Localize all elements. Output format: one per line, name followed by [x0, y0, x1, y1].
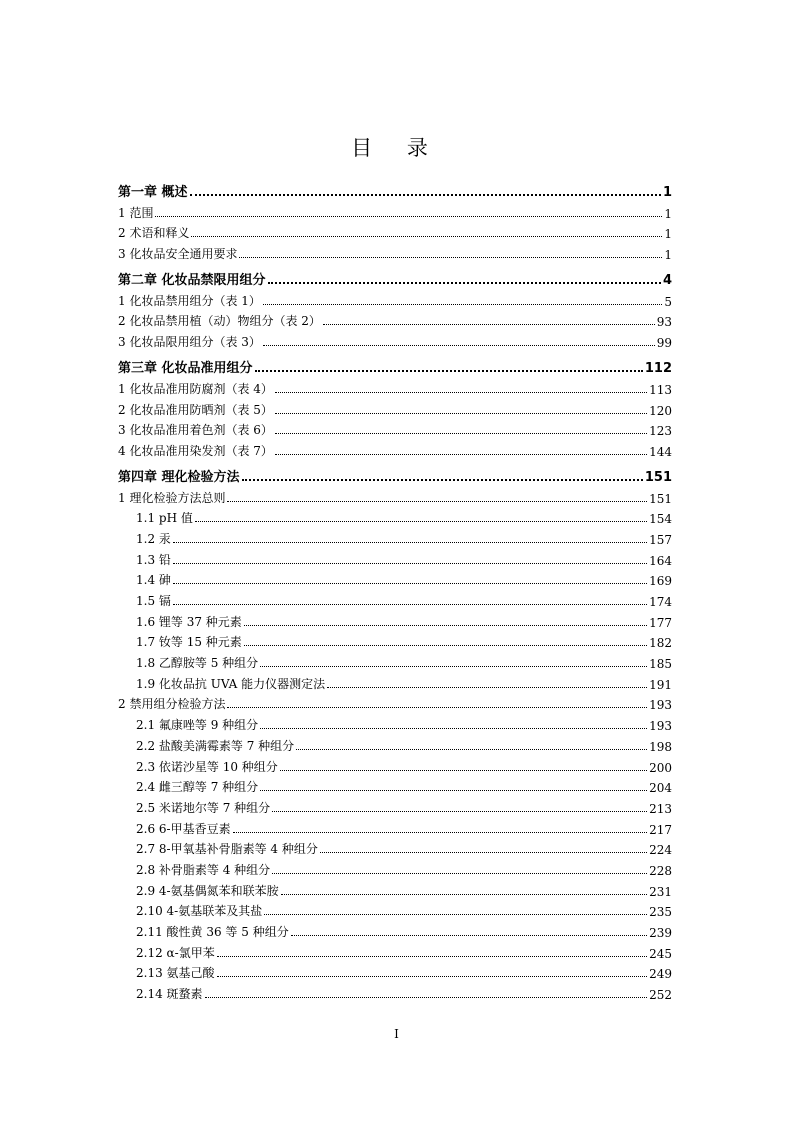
dot-leader	[191, 236, 662, 237]
toc-entry[interactable]	[118, 816, 672, 837]
dot-leader	[155, 216, 662, 217]
toc-entry-title: 2.8 补骨脂素等 4 种组分	[136, 862, 271, 877]
dot-leader	[190, 194, 661, 196]
dot-leader	[217, 956, 647, 957]
toc-entry-title: 2.2 盐酸美满霉素等 7 种组分	[136, 738, 295, 753]
toc-entry[interactable]	[118, 712, 672, 733]
toc-entry-title: 第四章 理化检验方法	[118, 469, 240, 485]
toc-entry-title: 1 理化检验方法总则	[118, 490, 226, 505]
toc-entry-title: 1.7 钕等 15 种元素	[136, 635, 242, 650]
toc-entry-title: 2.9 4-氨基偶氮苯和联苯胺	[136, 883, 279, 898]
toc-entry-title: 1.2 汞	[136, 531, 171, 546]
dot-leader	[255, 370, 643, 372]
toc-chapter-entry[interactable]	[118, 461, 672, 485]
dot-leader	[275, 392, 647, 393]
toc-entry-title: 2 化妆品准用防晒剂（表 5）	[118, 402, 273, 417]
toc-entry-title: 2.1 氟康唑等 9 种组分	[136, 718, 259, 733]
dot-leader	[260, 790, 647, 791]
toc-entry-title: 3 化妆品准用着色剂（表 6）	[118, 423, 273, 438]
toc-entry[interactable]	[118, 200, 672, 221]
toc-entry-title: 1.9 化妆品抗 UVA 能力仪器测定法	[136, 676, 326, 691]
dot-leader	[263, 304, 662, 305]
dot-leader	[281, 894, 648, 895]
toc-entry[interactable]	[118, 588, 672, 609]
toc-entry-page: 245	[649, 946, 672, 961]
toc-entry-page: 4	[662, 273, 672, 289]
toc-entry[interactable]	[118, 630, 672, 651]
dot-leader	[227, 501, 647, 502]
dot-leader	[227, 707, 647, 708]
toc-entry-page: 191	[649, 677, 672, 692]
toc-entry-title: 1 化妆品准用防腐剂（表 4）	[118, 381, 273, 396]
toc-entry-title: 2.12 α-氯甲苯	[136, 945, 215, 960]
dot-leader	[296, 749, 647, 750]
toc-entry-title: 1.6 锂等 37 种元素	[136, 614, 242, 629]
toc-entry[interactable]	[118, 506, 672, 527]
toc-entry-page: 174	[649, 595, 672, 609]
dot-leader	[239, 257, 662, 258]
toc-entry-page: 200	[649, 760, 672, 775]
toc-entry-title: 2 禁用组分检验方法	[118, 697, 226, 712]
dot-leader	[217, 976, 648, 977]
toc-entry-page: 177	[649, 615, 672, 630]
toc-entry[interactable]	[118, 329, 672, 350]
toc-entry[interactable]	[118, 857, 672, 878]
toc-chapter-entry[interactable]	[118, 264, 672, 288]
toc-entry-page: 113	[649, 382, 672, 397]
toc-entry-page: 217	[649, 822, 672, 837]
toc-entry[interactable]	[118, 733, 672, 754]
dot-leader	[260, 728, 647, 729]
dot-leader	[291, 935, 647, 936]
toc-entry[interactable]	[118, 547, 672, 568]
toc-entry-title: 2.13 氨基己酸	[136, 966, 215, 981]
toc-entry-page: 1	[664, 227, 672, 242]
dot-leader	[272, 873, 647, 874]
toc-entry-page: 144	[649, 444, 672, 459]
toc-entry[interactable]	[118, 376, 672, 397]
toc-entry-title: 2.3 依诺沙星等 10 种组分	[136, 759, 278, 774]
toc-entry-title: 1.3 铅	[136, 552, 171, 567]
toc-entry-page: 252	[649, 988, 672, 1003]
toc-entry[interactable]	[118, 650, 672, 671]
toc-entry[interactable]	[118, 568, 672, 589]
toc-entry-page: 112	[644, 361, 672, 377]
toc-entry-title: 2.11 酸性黄 36 等 5 种组分	[136, 925, 289, 939]
toc-entry-page: 151	[649, 491, 672, 506]
toc-entry-title: 2 化妆品禁用植（动）物组分（表 2）	[118, 314, 321, 329]
dot-leader	[280, 770, 647, 771]
toc-entry[interactable]	[118, 241, 672, 262]
toc-entry-page: 228	[649, 863, 672, 878]
toc-entry-title: 1.8 乙醇胺等 5 种组分	[136, 656, 259, 671]
toc-entry[interactable]	[118, 940, 672, 961]
toc-chapter-entry[interactable]	[118, 352, 672, 376]
toc-entry-title: 1.1 pH 值	[136, 511, 193, 526]
dot-leader	[173, 542, 647, 543]
dot-leader	[173, 583, 647, 584]
toc-entry-page: 1	[662, 185, 672, 200]
table-of-contents	[118, 174, 672, 1002]
toc-entry-page: 182	[649, 636, 672, 651]
toc-entry-page: 239	[649, 926, 672, 940]
toc-entry-page: 5	[664, 294, 672, 309]
toc-entry-page: 231	[649, 884, 672, 899]
dot-leader	[327, 687, 647, 688]
toc-entry-page: 235	[649, 905, 672, 920]
toc-entry[interactable]	[118, 309, 672, 330]
dot-leader	[268, 282, 661, 284]
toc-entry-page: 1	[664, 206, 672, 221]
toc-entry-page: 154	[649, 512, 672, 527]
toc-entry-title: 2.5 米诺地尔等 7 种组分	[136, 800, 271, 815]
toc-entry-page: 120	[649, 403, 672, 418]
toc-entry[interactable]	[118, 671, 672, 692]
toc-entry[interactable]	[118, 795, 672, 816]
toc-entry-page: 164	[649, 553, 672, 568]
dot-leader	[242, 479, 643, 481]
toc-entry[interactable]	[118, 438, 672, 459]
dot-leader	[264, 914, 647, 915]
toc-chapter-entry[interactable]	[118, 176, 672, 200]
toc-entry-title: 2.6 6-甲基香豆素	[136, 821, 231, 836]
toc-entry-page: 1	[664, 248, 672, 263]
toc-entry[interactable]	[118, 609, 672, 630]
toc-entry-page: 99	[656, 336, 672, 351]
dot-leader	[323, 324, 655, 325]
toc-entry[interactable]	[118, 692, 672, 713]
dot-leader	[263, 345, 655, 346]
dot-leader	[275, 433, 647, 434]
toc-entry[interactable]	[118, 221, 672, 242]
dot-leader	[320, 852, 647, 853]
dot-leader	[260, 666, 647, 667]
toc-entry-title: 第二章 化妆品禁限用组分	[118, 273, 266, 289]
toc-entry[interactable]	[118, 754, 672, 775]
toc-entry-title: 4 化妆品准用染发剂（表 7）	[118, 443, 273, 458]
toc-entry[interactable]	[118, 485, 672, 506]
page-number: I	[394, 1027, 399, 1041]
toc-entry-title: 2.4 雌三醇等 7 种组分	[136, 780, 259, 795]
toc-entry[interactable]	[118, 961, 672, 982]
toc-entry-page: 93	[656, 315, 672, 330]
toc-entry[interactable]	[118, 526, 672, 547]
toc-entry[interactable]	[118, 418, 672, 439]
toc-entry-page: 123	[649, 424, 672, 439]
page-title: 目 录	[351, 136, 442, 160]
toc-entry[interactable]	[118, 775, 672, 796]
toc-entry-title: 2 术语和释义	[118, 226, 190, 241]
toc-entry-title: 2.10 4-氨基联苯及其盐	[136, 904, 263, 919]
toc-entry-page: 204	[649, 781, 672, 796]
dot-leader	[173, 604, 647, 605]
toc-entry-page: 185	[649, 657, 672, 672]
toc-entry-page: 193	[649, 719, 672, 734]
toc-entry[interactable]	[118, 899, 672, 920]
toc-entry-title: 1 化妆品禁用组分（表 1）	[118, 293, 261, 308]
toc-entry[interactable]	[118, 919, 672, 940]
dot-leader	[275, 454, 647, 455]
toc-entry-title: 1.5 镉	[136, 594, 171, 608]
dot-leader	[244, 645, 647, 646]
toc-entry-page: 224	[649, 843, 672, 858]
toc-entry-page: 157	[649, 532, 672, 547]
toc-entry-page: 249	[649, 967, 672, 982]
dot-leader	[233, 832, 648, 833]
toc-entry-title: 3 化妆品安全通用要求	[118, 247, 238, 262]
dot-leader	[244, 625, 647, 626]
toc-entry-page: 213	[649, 801, 672, 816]
dot-leader	[272, 811, 647, 812]
toc-entry[interactable]	[118, 397, 672, 418]
toc-entry-page: 151	[644, 469, 672, 485]
toc-entry-title: 第三章 化妆品准用组分	[118, 361, 253, 377]
dot-leader	[275, 413, 647, 414]
toc-entry-title: 2.7 8-甲氧基补骨脂素等 4 种组分	[136, 842, 318, 857]
toc-entry-title: 3 化妆品限用组分（表 3）	[118, 335, 261, 350]
toc-entry[interactable]	[118, 837, 672, 858]
toc-entry[interactable]	[118, 981, 672, 1002]
toc-entry-title: 2.14 斑蝥素	[136, 987, 203, 1002]
toc-entry-page: 169	[649, 574, 672, 589]
toc-entry-title: 第一章 概述	[118, 185, 188, 200]
toc-entry-title: 1 范围	[118, 205, 154, 220]
dot-leader	[205, 997, 648, 998]
toc-entry[interactable]	[118, 288, 672, 309]
toc-entry-page: 198	[649, 739, 672, 754]
toc-entry-page: 193	[649, 698, 672, 713]
dot-leader	[195, 521, 647, 522]
toc-entry-title: 1.4 砷	[136, 573, 171, 588]
toc-entry[interactable]	[118, 878, 672, 899]
dot-leader	[173, 563, 647, 564]
